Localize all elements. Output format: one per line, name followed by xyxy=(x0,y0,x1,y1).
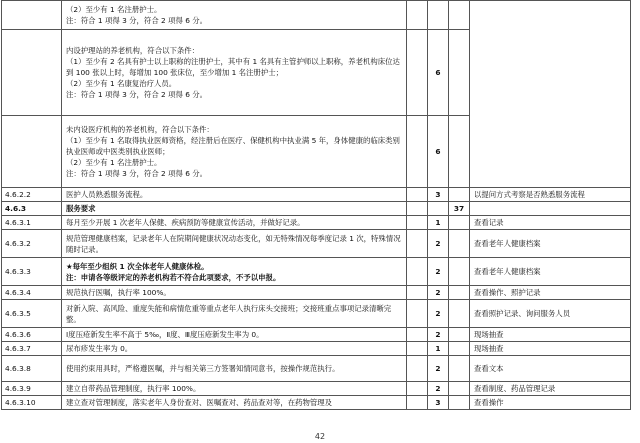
table-row xyxy=(2,300,631,328)
blank-cell xyxy=(407,342,428,356)
table-row xyxy=(2,202,631,216)
content-cell xyxy=(62,286,407,300)
method-cell: 查看老年人健康档案 xyxy=(470,258,631,286)
total-cell xyxy=(449,188,470,202)
content-cell xyxy=(62,216,407,230)
score-cell: 2 xyxy=(428,382,449,396)
total-cell xyxy=(449,382,470,396)
content-line: ★每年至少组织 1 次全体老年人健康体检。 xyxy=(66,261,209,271)
code-cell: 4.6.3.6 xyxy=(2,328,62,342)
score-cell: 2 xyxy=(428,230,449,258)
content-line: （1）至少有 2 名具有护士以上职称的注册护士，其中有 1 名具有主管护师以上职称，养老机构床位达到 100 张以上时，每增加 100 张床位，至少增加 1 名注册护士； xyxy=(66,57,400,77)
content-line: 注：申请各等级评定的养老机构若不符合此项要求，不予以申报。 xyxy=(66,272,281,282)
table-row xyxy=(2,396,631,410)
score-cell: 6 xyxy=(428,30,449,116)
content-line: 对新入院、高风险、重度失能和病情危重等重点老年人执行床头交接班；交接班重点事项记录清晰完整。 xyxy=(66,303,392,324)
content-line: （2）至少有 1 名注册护士。 xyxy=(66,5,162,14)
code-cell xyxy=(2,116,62,188)
code-cell: 4.6.3.4 xyxy=(2,286,62,300)
blank-cell xyxy=(407,230,428,258)
total-cell xyxy=(449,356,470,382)
table-row xyxy=(2,1,631,30)
content-line: Ⅰ度压疮新发生率不高于 5‰，Ⅱ度、Ⅲ度压疮新发生率为 0。 xyxy=(66,330,264,339)
score-cell xyxy=(428,202,449,216)
content-line: 规范管理健康档案，记录老年人在院期间健康状况动态变化，如无特殊情况每季度记录 1 次，特殊情况随时记录。 xyxy=(66,233,401,254)
content-line: 未内设医疗机构的养老机构，符合以下条件： xyxy=(66,125,214,134)
method-cell xyxy=(470,202,631,216)
table-row xyxy=(2,286,631,300)
table-row xyxy=(2,356,631,382)
content-line: 医护人员熟悉服务流程。 xyxy=(66,190,148,199)
method-cell: 查看老年人健康档案 xyxy=(470,230,631,258)
content-line: 使用约束用具时，严格遵医嘱，并与相关第三方签署知情同意书，按操作规范执行。 xyxy=(66,364,340,373)
table-row xyxy=(2,342,631,356)
content-line: 建立查对管理制度，落实老年人身份查对、医嘱查对、药品查对等，在药物管理及 xyxy=(66,398,333,407)
code-cell: 4.6.3 xyxy=(2,202,62,216)
blank-cell xyxy=(407,258,428,286)
code-cell: 4.6.2.2 xyxy=(2,188,62,202)
content-line: 每月至少开展 1 次老年人保健、疾病预防等健康宣传活动，并做好记录。 xyxy=(66,218,305,227)
page-number: 42 xyxy=(314,432,326,441)
content-line: （1）至少有 1 名取得执业医师资格，经注册后在医疗、保健机构中执业满 5 年，身体健康的临床类别执业医师或中医类别执业医师； xyxy=(66,136,400,156)
content-cell xyxy=(62,258,407,286)
content-line: 建立自带药品管理制度，执行率 100%。 xyxy=(66,384,201,393)
code-cell: 4.6.3.9 xyxy=(2,382,62,396)
content-cell xyxy=(62,202,407,216)
table-row xyxy=(2,188,631,202)
content-cell xyxy=(62,328,407,342)
score-cell: 3 xyxy=(428,396,449,410)
code-cell: 4.6.3.1 xyxy=(2,216,62,230)
code-cell: 4.6.3.3 xyxy=(2,258,62,286)
code-cell: 4.6.3.8 xyxy=(2,356,62,382)
content-cell xyxy=(62,382,407,396)
content-line: 规范执行医嘱，执行率 100%。 xyxy=(66,288,171,297)
table-row xyxy=(2,328,631,342)
score-cell: 6 xyxy=(428,116,449,188)
content-line: 注：符合 1 项得 3 分，符合 2 项得 6 分。 xyxy=(66,169,208,178)
score-cell: 1 xyxy=(428,216,449,230)
blank-cell xyxy=(407,216,428,230)
content-cell xyxy=(62,188,407,202)
content-line: 内设护理站的养老机构，符合以下条件： xyxy=(66,46,200,55)
code-cell: 4.6.3.5 xyxy=(2,300,62,328)
content-line: 服务要求 xyxy=(66,204,96,213)
total-cell xyxy=(449,216,470,230)
code-cell: 4.6.3.10 xyxy=(2,396,62,410)
content-cell xyxy=(62,396,407,410)
blank-cell xyxy=(407,356,428,382)
code-cell xyxy=(2,30,62,116)
content-cell xyxy=(62,356,407,382)
blank-cell xyxy=(407,396,428,410)
code-cell: 4.6.3.7 xyxy=(2,342,62,356)
score-cell: 2 xyxy=(428,300,449,328)
table-row xyxy=(2,230,631,258)
content-line: 注：符合 1 项得 3 分，符合 2 项得 6 分。 xyxy=(66,90,208,99)
content-cell xyxy=(62,116,407,188)
score-cell: 1 xyxy=(428,342,449,356)
method-cell: 查看制度、药品管理记录 xyxy=(470,382,631,396)
code-cell: 4.6.3.2 xyxy=(2,230,62,258)
total-cell xyxy=(449,230,470,258)
blank-cell xyxy=(407,188,428,202)
content-cell xyxy=(62,1,407,30)
content-cell xyxy=(62,30,407,116)
score-cell: 2 xyxy=(428,258,449,286)
method-cell: 查看操作 xyxy=(470,396,631,410)
method-cell xyxy=(470,1,631,188)
total-cell xyxy=(449,258,470,286)
total-cell: 37 xyxy=(449,202,470,216)
table-row xyxy=(2,216,631,230)
method-cell: 以提问方式考察是否熟悉服务流程 xyxy=(470,188,631,202)
total-cell xyxy=(449,342,470,356)
blank-cell xyxy=(407,286,428,300)
content-line: 注：符合 1 项得 3 分，符合 2 项得 6 分。 xyxy=(66,16,208,25)
score-cell: 3 xyxy=(428,188,449,202)
blank-cell xyxy=(407,328,428,342)
content-line: 尿布疹发生率为 0。 xyxy=(66,344,133,353)
content-cell xyxy=(62,230,407,258)
method-cell: 查看记录 xyxy=(470,216,631,230)
table-row xyxy=(2,382,631,396)
content-cell xyxy=(62,300,407,328)
method-cell: 查看操作、照护记录 xyxy=(470,286,631,300)
score-cell: 2 xyxy=(428,356,449,382)
method-cell: 查看照护记录、询问服务人员 xyxy=(470,300,631,328)
content-line: （2）至少有 1 名注册护士。 xyxy=(66,158,162,167)
method-cell: 现场抽查 xyxy=(470,342,631,356)
method-cell: 现场抽查 xyxy=(470,328,631,342)
blank-cell xyxy=(407,300,428,328)
content-cell xyxy=(62,342,407,356)
score-cell: 2 xyxy=(428,328,449,342)
total-cell xyxy=(449,396,470,410)
blank-cell xyxy=(407,202,428,216)
standards-table xyxy=(1,0,631,410)
total-cell xyxy=(449,300,470,328)
content-line: （2）至少有 1 名康复治疗人员。 xyxy=(66,79,177,88)
blank-cell xyxy=(407,382,428,396)
table-row xyxy=(2,258,631,286)
score-cell: 2 xyxy=(428,286,449,300)
total-cell xyxy=(449,286,470,300)
code-cell xyxy=(2,1,62,30)
method-cell: 查看文本 xyxy=(470,356,631,382)
total-cell xyxy=(449,328,470,342)
